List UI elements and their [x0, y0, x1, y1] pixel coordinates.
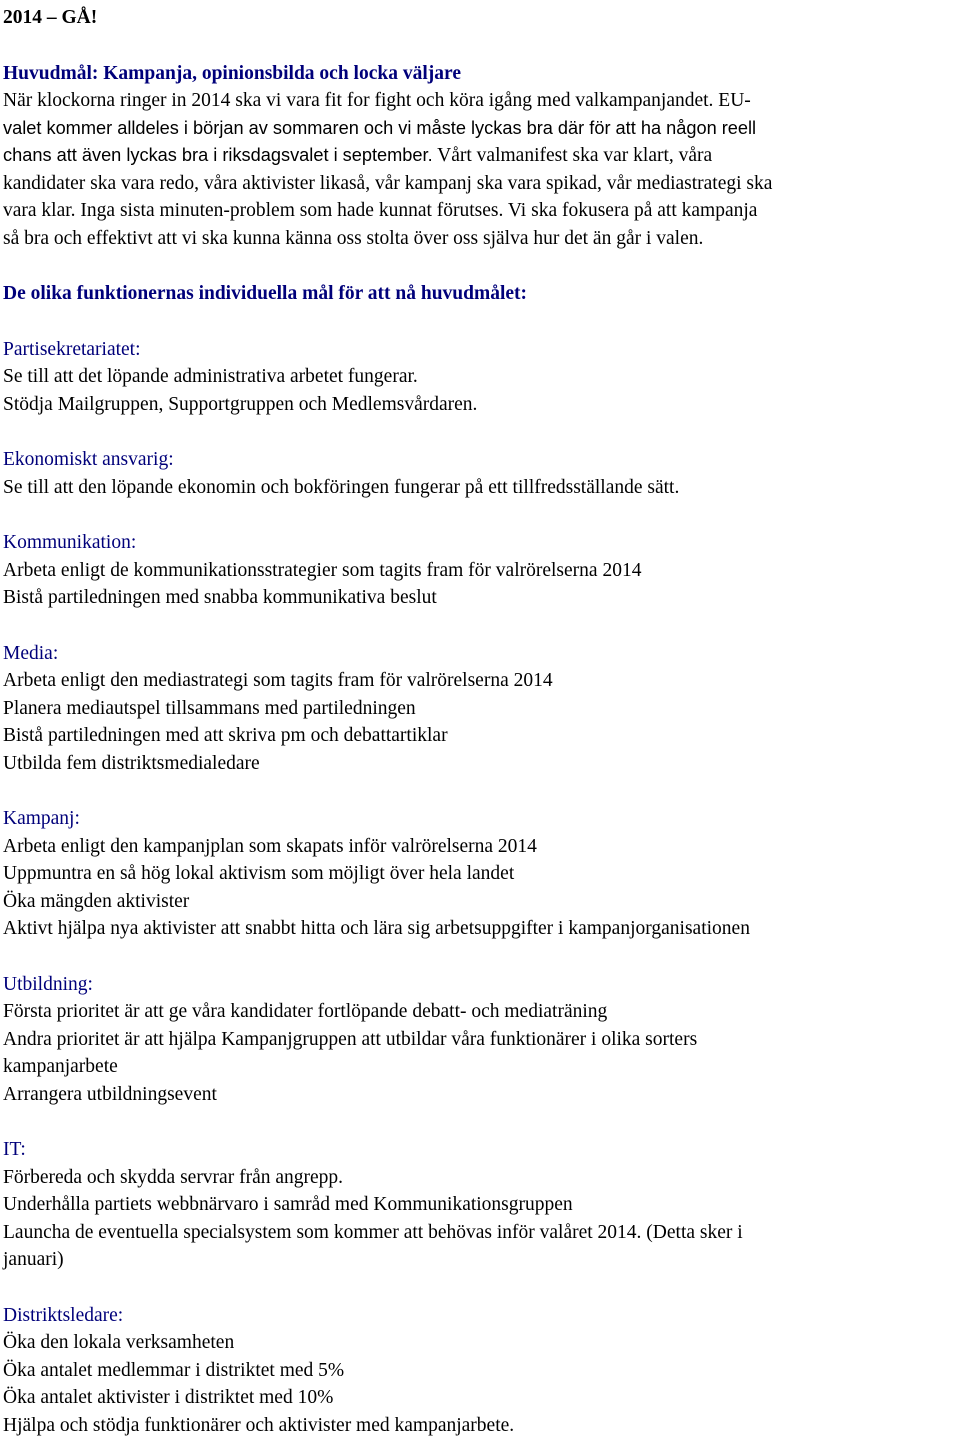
list-item: kampanjarbete — [3, 1056, 118, 1077]
section-ekonomi — [3, 446, 958, 501]
section-heading: Ekonomiskt ansvarig: — [3, 449, 174, 470]
main-goal-line-6: så bra och effektivt att vi ska kunna känna oss stolta över oss själva hur det än går i valen. — [3, 227, 704, 249]
list-item: Aktivt hjälpa nya aktivister att snabbt hitta och lära sig arbetsuppgifter i kampanjorganisationen — [3, 918, 750, 939]
section-heading: Distriktsledare: — [3, 1304, 124, 1326]
list-item: Se till att den löpande ekonomin och bokföringen fungerar på ett tillfredsställande sätt. — [3, 476, 680, 498]
main-goal-heading: Huvudmål: Kampanja, opinionsbilda och locka väljare — [3, 62, 461, 84]
section-media — [3, 640, 958, 778]
list-item: Stödja Mailgruppen, Supportgruppen och Medlemsvårdaren. — [3, 393, 478, 415]
list-item: Utbilda fem distriktsmedialedare — [3, 752, 260, 774]
document-page — [3, 4, 958, 1439]
section-distrikt — [3, 1302, 958, 1440]
section-heading: Kampanj: — [3, 808, 80, 829]
main-goal-line-2: valet kommer alldeles i början av sommaren och vi måste lyckas bra där för att ha någon reell — [3, 117, 757, 138]
list-item: Se till att det löpande administrativa arbetet fungerar. — [3, 366, 418, 387]
list-item: Arbeta enligt den mediastrategi som tagits fram för valrörelserna 2014 — [3, 670, 553, 691]
section-heading: IT: — [3, 1139, 26, 1160]
section-it — [3, 1136, 958, 1274]
main-goal-line-3b: Vårt valmanifest ska var klart, våra — [432, 145, 713, 166]
main-goal-line-3 — [3, 142, 958, 170]
list-item: Förbereda och skydda servrar från angrepp. — [3, 1166, 344, 1188]
main-goal-line-4: kandidater ska vara redo, våra aktivister likaså, vår kampanj ska vara spikad, vår mediastrategi ska — [3, 172, 773, 194]
section-heading: Partisekretariatet: — [3, 338, 141, 360]
list-item: Uppmuntra en så hög lokal aktivism som möjligt över hela landet — [3, 863, 515, 884]
section-heading: Kommunikation: — [3, 532, 137, 553]
list-item: Arbeta enligt de kommunikationsstrategier som tagits fram för valrörelserna 2014 — [3, 559, 642, 581]
list-item: Bistå partiledningen med snabba kommunikativa beslut — [3, 587, 437, 608]
list-item: Öka den lokala verksamheten — [3, 1332, 235, 1353]
list-item: Första prioritet är att ge våra kandidater fortlöpande debatt- och mediaträning — [3, 1001, 608, 1022]
list-item: Öka antalet aktivister i distriktet med 10% — [3, 1387, 334, 1408]
functions-heading: De olika funktionernas individuella mål för att nå huvudmålet: — [3, 283, 528, 304]
list-item: januari) — [3, 1249, 64, 1270]
section-kampanj — [3, 805, 958, 943]
section-heading: Utbildning: — [3, 973, 93, 995]
list-item: Öka mängden aktivister — [3, 890, 190, 912]
list-item: Hjälpa och stödja funktionärer och aktivister med kampanjarbete. — [3, 1414, 515, 1436]
document-title: 2014 – GÅ! — [3, 7, 98, 28]
list-item: Arbeta enligt den kampanjplan som skapats inför valrörelserna 2014 — [3, 835, 537, 857]
list-item: Bistå partiledningen med att skriva pm och debattartiklar — [3, 725, 448, 746]
section-kommunikation — [3, 529, 958, 612]
main-goal-line-5a: vara klar. Inga sista minuten-problem som hade kunnat förutses. — [3, 200, 504, 221]
section-partisekretariatet — [3, 336, 958, 419]
list-item: Planera mediautspel tillsammans med partiledningen — [3, 697, 416, 719]
main-goal-line-3a: chans att även lyckas bra i riksdagsvalet i september. — [3, 145, 433, 165]
section-heading: Media: — [3, 642, 59, 664]
list-item: Launcha de eventuella specialsystem som kommer att behövas inför valåret 2014. (Detta sker i — [3, 1221, 743, 1243]
list-item: Arrangera utbildningsevent — [3, 1083, 217, 1105]
main-goal-line-5 — [3, 197, 958, 225]
list-item: Andra prioritet är att hjälpa Kampanjgruppen att utbildar våra funktionärer i olika sorters — [3, 1028, 698, 1050]
section-utbildning — [3, 971, 958, 1109]
list-item: Underhålla partiets webbnärvaro i samråd med Kommunikationsgruppen — [3, 1194, 573, 1215]
main-goal-line-1: När klockorna ringer in 2014 ska vi vara fit for fight och köra igång med valkampanjandet. EU- — [3, 90, 751, 111]
list-item: Öka antalet medlemmar i distriktet med 5% — [3, 1359, 345, 1381]
main-goal-line-5b: Vi ska fokusera på att kampanja — [503, 200, 758, 221]
main-goal-block — [3, 60, 958, 253]
